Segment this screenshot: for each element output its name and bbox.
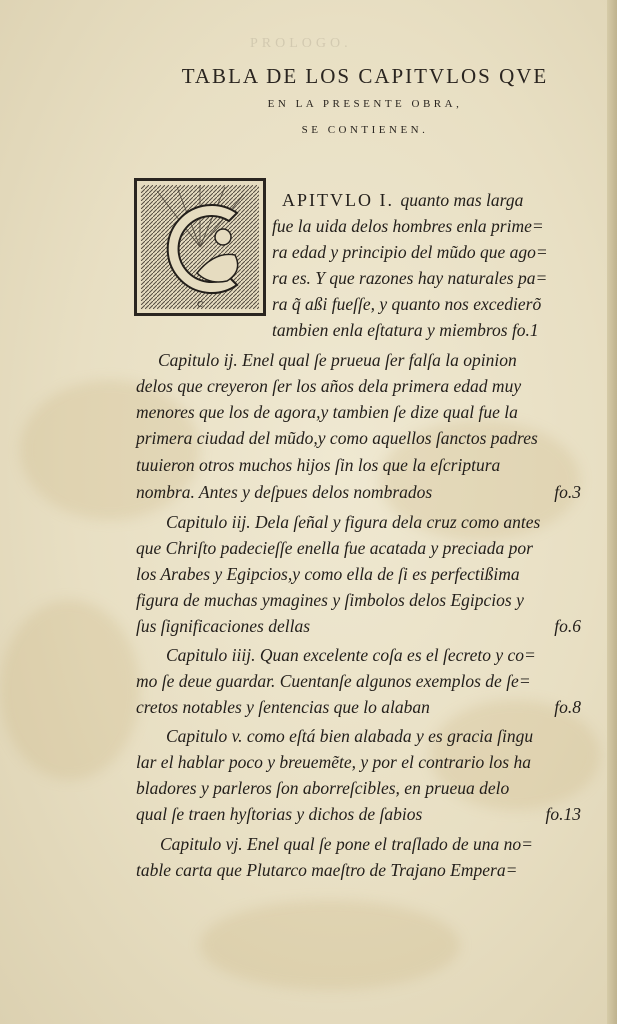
water-stain	[200, 900, 460, 990]
table-line	[136, 482, 432, 502]
line-text: los Arabes y Egipcios,y como ella de ſi es perfectißima	[136, 564, 520, 584]
page-subtitle: EN LA PRESENTE OBRA,	[267, 98, 463, 110]
table-line	[136, 778, 509, 798]
decorated-initial	[134, 178, 266, 316]
line-text: nombra. Antes y deſpues delos nombrados	[136, 482, 433, 502]
table-line	[136, 752, 531, 772]
line-text: Capitulo iiij. Quan excelente coſa es el ſecreto y co=	[166, 645, 536, 665]
line-text: cretos notables y ſentencias que lo alaban	[136, 697, 430, 717]
line-text: ra edad y principio del mũdo que ago=	[272, 242, 548, 262]
line-text: Capitulo ij. Enel qual ſe prueua ſer falſa la opinion	[158, 350, 517, 370]
folio-number: fo.3	[554, 482, 581, 502]
chapter-lead: APITVLO I.	[282, 190, 401, 210]
table-line	[136, 538, 533, 558]
line-text: Capitulo vj. Enel qual ſe pone el traſlado de una no=	[160, 834, 533, 854]
page-subtitle-2: SE CONTIENEN.	[301, 124, 429, 136]
table-line	[136, 564, 520, 584]
folio-number: fo.8	[554, 697, 581, 717]
folio-number: fo.13	[545, 804, 581, 824]
line-text: Capitulo iij. Dela ſeñal y figura dela cruz como antes	[166, 512, 541, 532]
page-title: TABLA DE LOS CAPITVLOS QVE	[181, 64, 549, 88]
water-stain	[0, 600, 140, 780]
line-text: primera ciudad del mũdo,y como aquellos ſanctos padres	[136, 428, 538, 448]
line-text: bladores y parleros ſon aborreſcibles, en prueua delo	[136, 778, 510, 798]
woodcut-initial-illustration	[137, 181, 263, 313]
page-edge	[607, 0, 617, 1024]
line-text: qual ſe traen hyſtorias y dichos de ſabios	[136, 804, 423, 824]
line-text: ra q̃ aßi fueſſe, y quanto nos excedierõ	[272, 294, 542, 314]
table-line	[166, 512, 540, 532]
line-text: ra es. Y que razones hay naturales pa=	[272, 268, 548, 288]
table-line	[272, 294, 541, 314]
show-through-heading: PROLOGO.	[250, 36, 352, 51]
folio-number: fo.6	[554, 616, 581, 636]
line-text: quanto mas larga	[400, 190, 524, 210]
table-line	[136, 590, 524, 610]
line-text: fue la uida delos hombres enla prime=	[272, 216, 544, 236]
table-line	[166, 726, 533, 746]
line-text: que Chriſto padecieſſe enella fue acatada y preciada por	[136, 538, 533, 558]
line-text: table carta que Plutarco maeſtro de Trajano Empera=	[136, 860, 518, 880]
line-text: delos que creyeron ſer los años dela primera edad muy	[136, 376, 522, 396]
table-line	[158, 350, 517, 370]
line-text: tuuieron otros muchos hijos ſin los que la eſcriptura	[136, 455, 501, 475]
table-line	[136, 428, 538, 448]
table-line	[136, 455, 500, 475]
table-line	[136, 697, 430, 717]
table-line	[160, 834, 533, 854]
table-line	[136, 671, 531, 691]
table-line	[136, 860, 517, 880]
line-text: tambien enla eſtatura y miembros fo.1	[272, 320, 539, 340]
line-text: figura de muchas ymagines y ſimbolos delos Egipcios y	[136, 590, 524, 610]
line-text: Capitulo v. como eſtá bien alabada y es gracia ſingu	[166, 726, 534, 746]
table-line	[166, 645, 536, 665]
table-line	[272, 242, 548, 262]
line-text: lar el hablar poco y breuemẽte, y por el contrario los ha	[136, 752, 531, 772]
table-line	[282, 190, 523, 210]
table-line	[272, 320, 539, 340]
line-text: menores que los de agora,y tambien ſe dize qual fue la	[136, 402, 518, 422]
table-line	[136, 616, 310, 636]
table-line	[136, 376, 521, 396]
table-line	[272, 268, 547, 288]
line-text: ſus ſignificaciones dellas	[136, 616, 311, 636]
table-line	[272, 216, 544, 236]
table-line	[136, 804, 422, 824]
line-text: mo ſe deue guardar. Cuentanſe algunos exemplos de ſe=	[136, 671, 531, 691]
svg-text:C: C	[196, 300, 204, 309]
table-line	[136, 402, 518, 422]
